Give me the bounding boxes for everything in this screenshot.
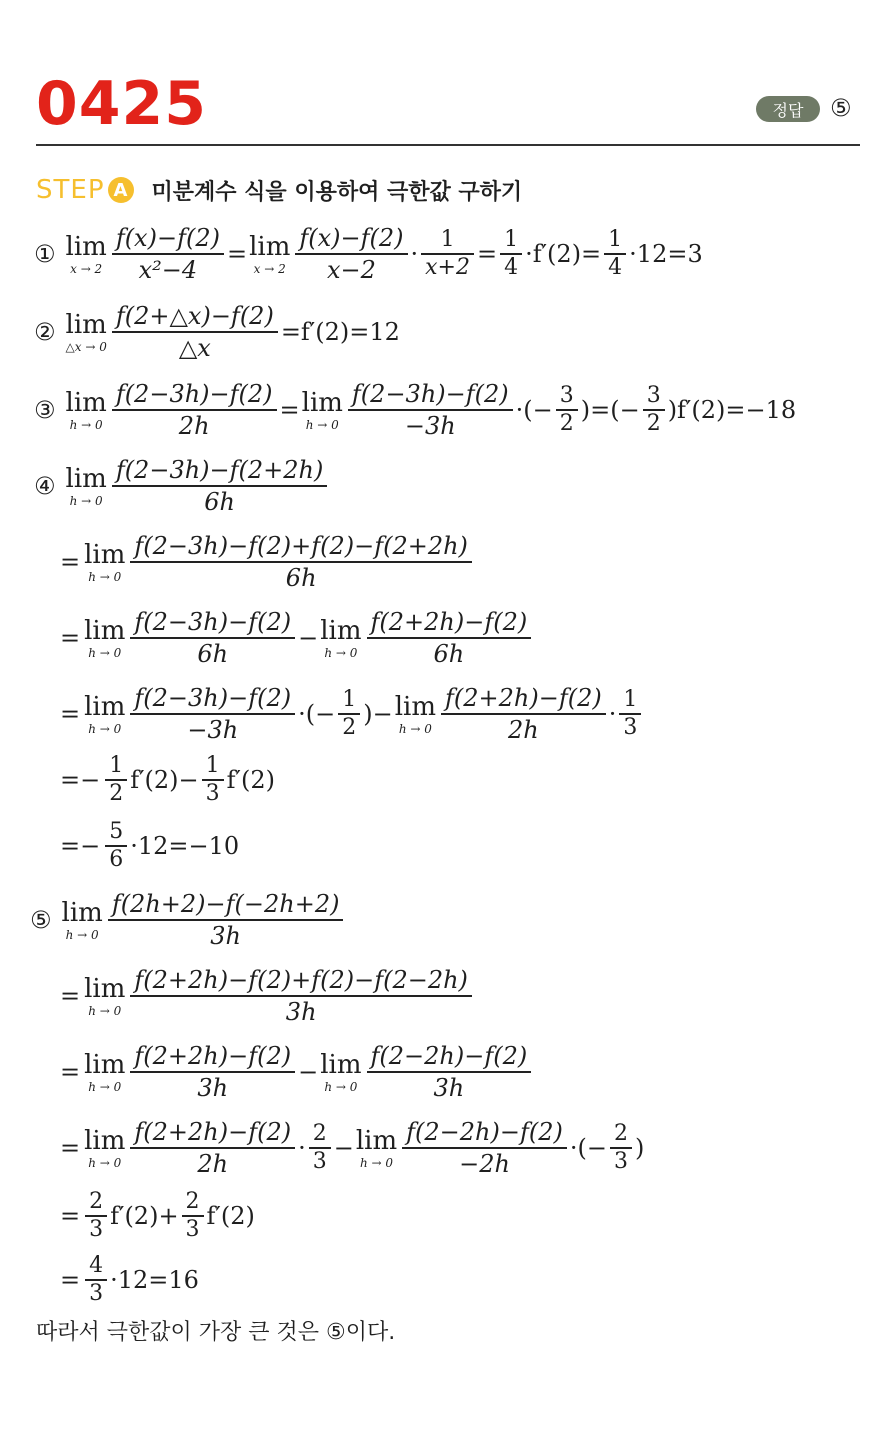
lim-word: lim [61,898,103,928]
denominator: 3 [613,1148,628,1174]
fraction [112,455,328,517]
fraction [130,607,295,669]
limit-operator [395,693,436,735]
fraction [421,227,474,281]
lim-word: lim [320,1050,362,1080]
solution-line-3 [34,370,796,450]
lim-subscript: h → 0 [65,928,99,942]
fraction [105,819,127,873]
result-text: ·12=−10 [130,832,240,860]
numerator: f(2+2h)−f(2) [445,684,602,713]
minus-sign: − [298,624,319,652]
lim-subscript: x → 2 [70,262,103,276]
denominator: 3h [285,997,317,1026]
denominator: −2h [459,1149,510,1178]
lim-subscript: h → 0 [88,1080,122,1094]
equals-sign: = [60,624,81,652]
fraction [85,1189,107,1243]
choice-marker: ① [34,240,56,268]
dot-operator: · [410,240,419,268]
result-text: f′(2) [226,766,275,794]
solution-line-4-step [60,522,475,602]
lim-subscript: h → 0 [398,722,432,736]
fraction [604,227,626,281]
expression-text: f′(2)+ [110,1202,179,1230]
header-divider [36,144,860,146]
denominator: 3h [197,1073,229,1102]
answer-badge: 정답 [756,96,820,122]
lim-word: lim [320,616,362,646]
conclusion-text: 따라서 극한값이 가장 큰 것은 ⑤이다. [36,1320,396,1345]
equals-sign: = [476,240,498,268]
fraction [130,531,472,593]
lim-subscript: h → 0 [69,494,103,508]
denominator: 2 [559,410,574,436]
denominator: 3 [312,1148,327,1174]
fraction [130,1117,295,1179]
lim-word: lim [84,1050,126,1080]
result-text: )f′(2)=−18 [667,396,797,424]
limit-operator [302,389,343,431]
denominator: 3 [89,1216,104,1242]
expression-text: )=(− [580,396,640,424]
minus-sign: − [333,1134,354,1162]
step-heading [36,170,522,210]
expression-text: ·(− [515,396,553,424]
numerator: f(2−3h)−f(2) [115,380,273,409]
numerator: f(2−3h)−f(2)+f(2)−f(2+2h) [134,532,468,561]
denominator: 4 [504,254,519,280]
limit-operator [320,1051,361,1093]
step-letter-badge: A [108,177,134,203]
equals-sign: = [60,1202,81,1230]
lim-word: lim [84,616,126,646]
denominator: 2 [646,410,661,436]
denominator: 2 [109,780,124,806]
fraction [130,683,295,745]
denominator: △x [178,333,211,362]
solution-line-4-step [60,598,534,678]
limit-operator [84,1127,125,1169]
denominator: 6h [433,639,465,668]
equals-sign: =− [60,832,101,860]
lim-word: lim [84,974,126,1004]
solution-line-5-step [60,956,475,1036]
problem-header [0,0,872,150]
numerator: 3 [559,383,574,409]
lim-subscript: h → 0 [324,646,358,660]
solution-line-5 [30,880,346,960]
numerator: f(2−3h)−f(2) [134,684,292,713]
lim-subscript: h → 0 [88,1156,122,1170]
fraction [202,753,224,807]
lim-word: lim [84,540,126,570]
solution-line-2 [34,292,400,372]
numerator: f(2−3h)−f(2+2h) [115,456,324,485]
fraction [309,1121,331,1175]
lim-subscript: h → 0 [69,418,103,432]
numerator: 4 [89,1253,104,1279]
choice-marker: ② [34,318,56,346]
equals-sign: = [226,240,248,268]
step-label: STEP [36,175,105,205]
lim-subscript: △x → 0 [65,340,107,354]
lim-word: lim [355,1126,398,1156]
limit-operator [249,233,290,275]
limit-operator [356,1127,397,1169]
numerator: 1 [623,687,638,713]
step-title: 미분계수 식을 이용하여 극한값 구하기 [151,179,523,205]
limit-operator [66,311,107,353]
question-number: 0425 [36,69,207,139]
fraction [130,965,472,1027]
solution-line-4-step [60,806,239,886]
limit-operator [84,541,125,583]
numerator: 2 [185,1189,200,1215]
fraction [112,223,224,285]
choice-marker: ③ [34,396,56,424]
lim-word: lim [65,388,107,418]
dot-operator: · [608,700,617,728]
limit-operator [84,975,125,1017]
numerator: 1 [205,753,220,779]
numerator: f(2+2h)−f(2)+f(2)−f(2−2h) [134,966,468,995]
denominator: 3h [210,921,241,950]
fraction [85,1253,107,1307]
lim-word: lim [65,232,107,262]
numerator: f(x)−f(2) [115,224,220,253]
denominator: 3 [89,1280,104,1306]
answer-value: ⑤ [830,94,852,122]
limit-operator [84,1051,125,1093]
limit-operator [84,693,125,735]
equals-sign: = [60,982,81,1010]
lim-subscript: h → 0 [88,570,122,584]
lim-word: lim [249,232,291,262]
denominator: 3 [205,780,220,806]
limit-operator [66,389,107,431]
fraction [348,379,513,441]
lim-subscript: h → 0 [88,646,122,660]
fraction [112,301,278,363]
denominator: −3h [187,715,239,744]
result-text: =f′(2)=12 [280,318,400,346]
numerator: f(2+△x)−f(2) [115,302,274,331]
lim-word: lim [84,692,126,722]
expression-text: ) [634,1134,645,1162]
fraction [500,227,522,281]
numerator: f(2−2h)−f(2) [406,1118,563,1147]
choice-marker: ⑤ [30,906,52,934]
numerator: 1 [440,227,455,253]
limit-operator [66,465,107,507]
denominator: −3h [404,411,456,440]
solution-line-5-step [60,1240,199,1320]
lim-subscript: h → 0 [324,1080,358,1094]
equals-sign: =− [60,766,101,794]
numerator: 2 [89,1189,104,1215]
equals-sign: = [60,1134,81,1162]
minus-sign: − [298,1058,319,1086]
choice-marker: ④ [34,472,56,500]
numerator: 1 [504,227,519,253]
solution-line-1 [34,214,703,294]
numerator: 2 [613,1121,628,1147]
lim-word: lim [65,464,107,494]
numerator: f(2+2h)−f(2) [134,1118,292,1147]
denominator: 3 [185,1216,200,1242]
limit-operator [320,617,361,659]
expression-text: f′(2)− [130,766,199,794]
denominator: 2 [342,714,357,740]
lim-word: lim [65,310,107,340]
numerator: 1 [608,227,623,253]
lim-subscript: h → 0 [88,1004,122,1018]
denominator: 6h [197,639,229,668]
fraction [105,753,127,807]
denominator: 3h [433,1073,465,1102]
numerator: f(2−3h)−f(2) [134,608,292,637]
fraction [182,1189,204,1243]
result-text: ·12=3 [629,240,703,268]
fraction [441,683,606,745]
numerator: f(2h+2)−f(−2h+2) [111,890,340,919]
numerator: 3 [646,383,661,409]
numerator: f(2−3h)−f(2) [351,380,509,409]
limit-operator [62,899,103,941]
fraction [643,383,665,437]
equals-sign: = [60,1058,81,1086]
denominator: 6h [204,487,235,516]
numerator: f(2−2h)−f(2) [370,1042,528,1071]
lim-subscript: h → 0 [88,722,122,736]
numerator: 5 [109,819,124,845]
expression-text: )− [363,700,393,728]
equals-sign: = [60,1266,81,1294]
fraction [108,889,344,951]
denominator: 2h [197,1149,229,1178]
equals-sign: = [60,700,81,728]
lim-subscript: h → 0 [359,1156,394,1170]
lim-subscript: x → 2 [253,262,286,276]
fraction [556,383,578,437]
equals-sign: = [279,396,300,424]
denominator: 6 [109,846,124,872]
dot-operator: · [298,1134,306,1162]
expression-text: ·(− [298,700,336,728]
denominator: 3 [623,714,638,740]
denominator: 2h [507,715,539,744]
lim-word: lim [394,692,436,722]
denominator: 4 [608,254,623,280]
fraction [130,1041,295,1103]
denominator: 2h [178,411,210,440]
expression-text: ·f′(2)= [525,240,602,268]
solution-line-4 [34,446,330,526]
numerator: f(2+2h)−f(2) [134,1042,292,1071]
result-text: ·12=16 [110,1266,199,1294]
fraction [295,223,407,285]
fraction [338,687,360,741]
numerator: 1 [109,753,124,779]
fraction [402,1117,567,1179]
fraction [367,607,532,669]
expression-text: ·(− [569,1134,607,1162]
fraction [367,1041,532,1103]
limit-operator [66,233,107,275]
limit-operator [84,617,125,659]
fraction [112,379,277,441]
denominator: 6h [285,563,317,592]
numerator: 1 [342,687,357,713]
equals-sign: = [60,548,81,576]
numerator: f(x)−f(2) [299,224,404,253]
denominator: x−2 [326,255,376,284]
lim-word: lim [84,1126,126,1156]
fraction [610,1121,632,1175]
denominator: x+2 [425,254,470,280]
numerator: 2 [312,1121,327,1147]
denominator: x²−4 [138,255,198,284]
solution-line-5-step [60,1032,534,1112]
lim-subscript: h → 0 [305,418,339,432]
lim-word: lim [301,388,343,418]
numerator: f(2+2h)−f(2) [370,608,528,637]
result-text: f′(2) [206,1202,255,1230]
fraction [619,687,641,741]
